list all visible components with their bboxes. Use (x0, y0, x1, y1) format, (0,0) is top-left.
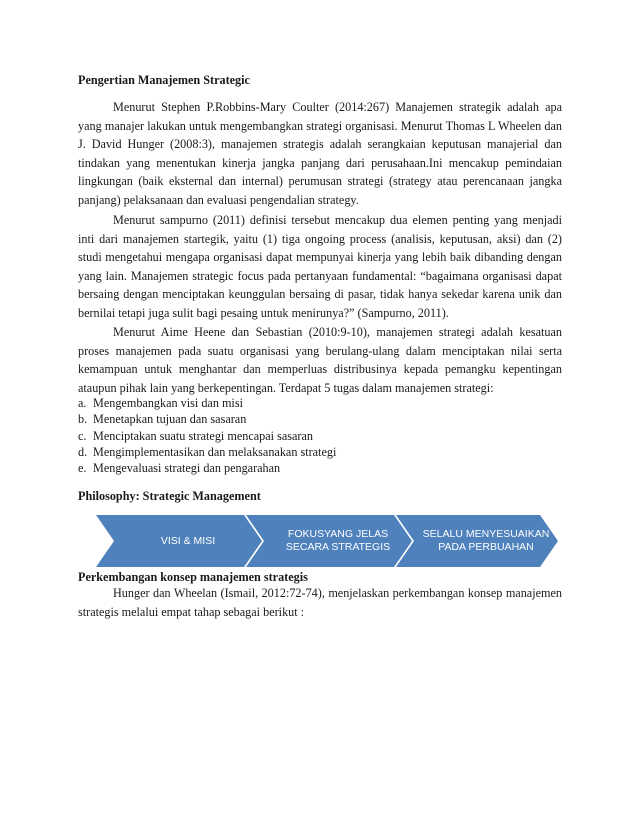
paragraph-definition-robbins: Menurut Stephen P.Robbins-Mary Coulter (2014:267) Manajemen strategik adalah apa yang manajer lakukan untuk mengembangkan strategi organisasi. Menurut Thomas L Wheelen dan J. David Hunger (2008:3), manajemen strategis adalah serangkaian keputusan manajerial dan tindakan yang menentukan kinerja jangka panjang dari perusahaan.Ini mencakup pemindaian lingkungan (baik eksternal dan internal) perumusan strategi (strategy atau perencanaan jangka panjang) pelaksanaan dan evaluasi pengendalian strategy. (78, 100, 562, 207)
list-item: b. Menetapkan tujuan dan sasaran (78, 412, 247, 427)
chevron-label-visi-misi: VISI & MISI (160, 534, 216, 547)
list-item: e. Mengevaluasi strategi dan pengarahan (78, 461, 281, 476)
strategic-tasks-list (78, 395, 562, 476)
paragraph-definition-heene: Menurut Aime Heene dan Sebastian (2010:9-10), manajemen strategi adalah kesatuan proses manajemen pada suatu organisasi yang berulang-ulang dalam menciptakan nilai serta kemampuan untuk menghantar dan memperluas distribusinya kepada pemangku kepentingan ataupun pihak lain yang berkepentingan. Terdapat 5 tugas dalam manajemen strategi: (78, 325, 562, 395)
section-heading-philosophy: Philosophy: Strategic Management (78, 489, 261, 503)
section-heading-perkembangan: Perkembangan konsep manajemen strategis (78, 570, 308, 584)
paragraph-perkembangan: Hunger dan Wheelan (Ismail, 2012:72-74), menjelaskan perkembangan konsep manajemen strategis melalui empat tahap sebagai berikut : (78, 586, 562, 619)
chevron-label-fokus: FOKUSYANG JELAS SECARA STRATEGIS (285, 528, 391, 553)
chevron-label-menyesuaikan: SELALU MENYESUAIKAN PADA PERBUAHAN (422, 528, 550, 553)
paragraph-definition-sampurno: Menurut sampurno (2011) definisi tersebut mencakup dua elemen penting yang menjadi inti dari manajemen startegik, yaitu (1) tiga ongoing process (analisis, keputusan, aksi) dan (2) studi mengetahui mengapa organisasi dapat mempunyai kinerja yang lebih baik dibanding dengan yang lain. Manajemen strategic focus pada pertanyaan fundamental: “bagaimana organisasi dapat bersaing dengan menciptakan keunggulan bersaing di pasar, tidak hanya sekedar karena unik dan bernilai tetapi juga sulit bagi pesaing untuk menirunya?” (Sampurno, 2011). (78, 213, 562, 320)
list-item: d. Mengimplementasikan dan melaksanakan strategi (78, 444, 337, 459)
list-item: a. Mengembangkan visi dan misi (78, 396, 243, 410)
section-heading-pengertian: Pengertian Manajemen Strategic (78, 73, 250, 87)
list-item: c. Menciptakan suatu strategi mencapai sasaran (78, 428, 313, 443)
